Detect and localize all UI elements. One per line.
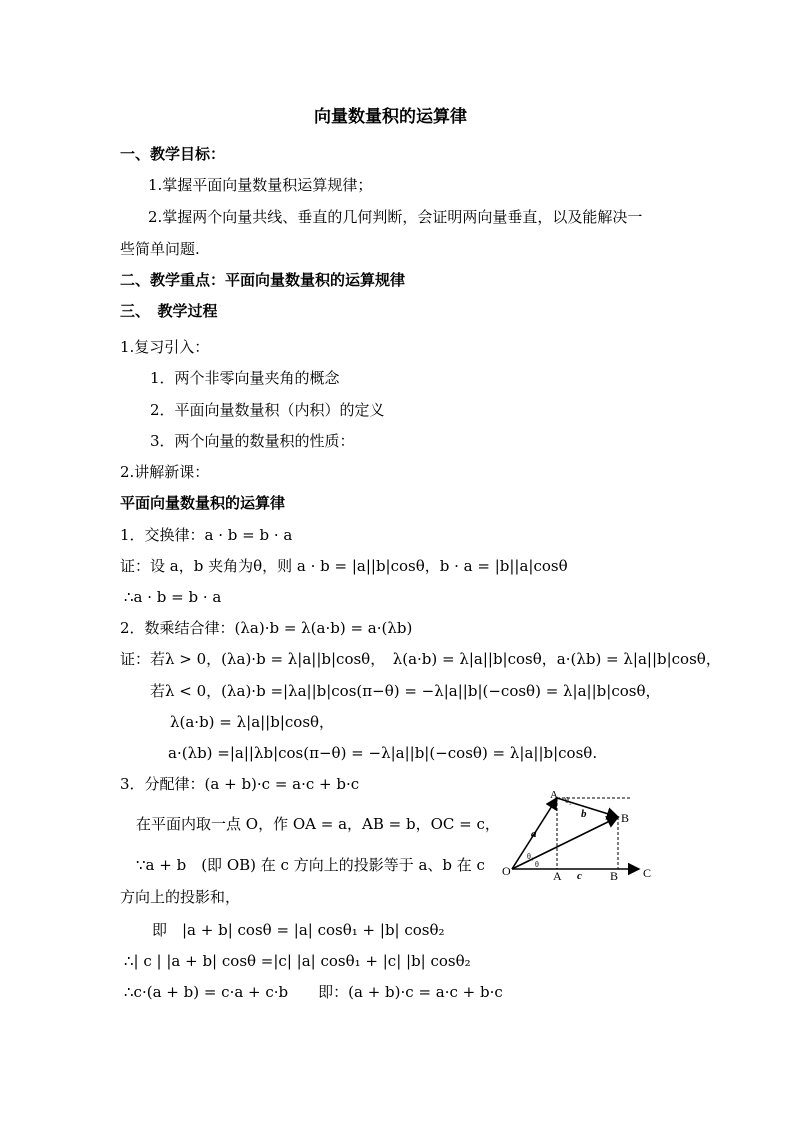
page-title: 向量数量积的运算律 — [314, 107, 467, 127]
section-heading-keypoint: 二、教学重点：平面向量数量积的运算规律 — [120, 271, 406, 289]
laws-heading: 平面向量数量积的运算律 — [120, 494, 286, 512]
law-associative: 2．数乘结合律：(λa)·b = λ(a·b) = a·(λb) — [120, 619, 413, 637]
proof-associative-positive: 证：若λ > 0，(λa)·b = λ|a||b|cosθ， λ(a·b) = λ|a||b|cosθ，a·(λb) = λ|a||b|cosθ， — [120, 650, 721, 668]
distributive-construction: 在平面内取一点 O，作 OA = a，AB = b，OC = c， — [136, 815, 500, 833]
label-angle-theta2: θ₂ — [565, 796, 572, 805]
label-foot-a: A — [553, 869, 562, 883]
label-point-o: O — [502, 864, 511, 878]
proof-associative-line2: λ(a·b) = λ|a||b|cosθ， — [170, 713, 335, 731]
review-item-2: 2．平面向量数量积（内积）的定义 — [150, 401, 385, 419]
objective-2: 2.掌握两个向量共线、垂直的几何判断，会证明两向量垂直，以及能解决一 — [148, 208, 643, 226]
distributive-projection-cont: 方向上的投影和， — [120, 888, 241, 906]
proof-associative-negative: 若λ < 0，(λa)·b =|λa||b|cos(π−θ) = −λ|a||b|(−cosθ) = λ|a||b|cosθ， — [150, 682, 661, 700]
proof-associative-line3: a·(λb) =|a||λb|cos(π−θ) = −λ|a||b|(−cosθ) = λ|a||b|cosθ. — [168, 744, 598, 762]
distributive-conclusion: ∴c·(a + b) = c·a + c·b 即：(a + b)·c = a·c + b·c — [124, 983, 503, 1001]
objective-1: 1.掌握平面向量数量积运算规律； — [148, 176, 373, 194]
label-point-b: B — [621, 811, 630, 825]
review-item-3: 3．两个向量的数量积的性质： — [150, 432, 355, 450]
label-point-c: C — [643, 866, 652, 880]
section-heading-process: 三、 教学过程 — [120, 302, 218, 320]
distributive-step-1: 即 |a + b| cosθ = |a| cosθ₁ + |b| cosθ₂ — [152, 921, 445, 939]
law-distributive: 3．分配律：(a + b)·c = a·c + b·c — [120, 775, 360, 793]
section-heading-objectives: 一、教学目标： — [120, 145, 226, 163]
new-lesson-heading: 2.讲解新课： — [120, 463, 210, 481]
review-item-1: 1．两个非零向量夹角的概念 — [150, 369, 340, 387]
label-angle-theta1: θ₁ — [527, 852, 534, 861]
distributive-projection: ∵a + b (即 OB) 在 c 方向上的投影等于 a、b 在 c — [136, 856, 485, 874]
label-point-a: A — [550, 789, 558, 801]
label-vector-a: a — [531, 828, 537, 840]
label-angle-theta: θ — [535, 860, 539, 869]
label-vector-b: b — [581, 808, 587, 820]
objective-2-cont: 些简单问题. — [120, 240, 200, 258]
proof-commutative: 证：设 a，b 夹角为θ，则 a · b = |a||b|cosθ，b · a = |b||a|cosθ — [120, 557, 568, 575]
conclusion-commutative: ∴a · b = b · a — [124, 588, 222, 606]
label-vector-c: c — [577, 870, 582, 882]
label-foot-b: B — [610, 869, 619, 883]
review-heading: 1.复习引入： — [120, 338, 210, 356]
distributive-step-2: ∴| c | |a + b| cosθ =|c| |a| cosθ₁ + |c| |b| cosθ₂ — [124, 952, 471, 970]
vector-projection-diagram — [497, 786, 662, 886]
law-commutative: 1．交换律：a · b = b · a — [120, 526, 293, 544]
